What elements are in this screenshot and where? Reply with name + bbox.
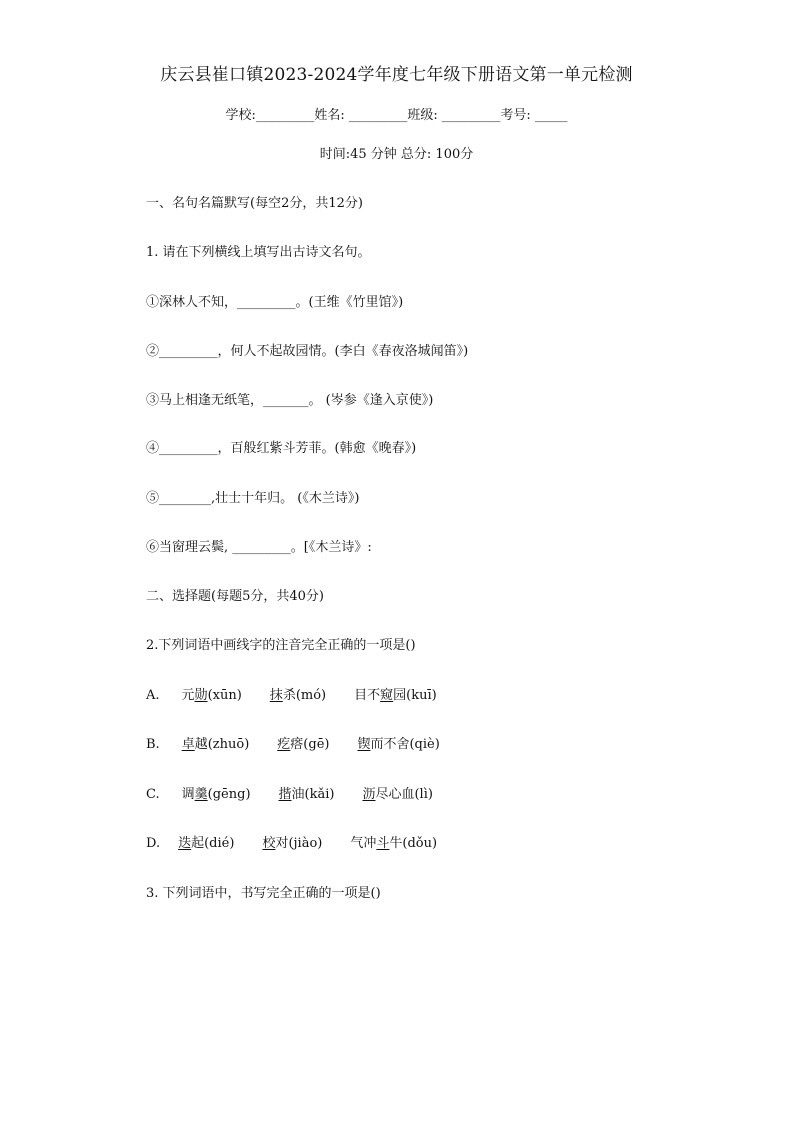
option-word: 锲而不舍(qiè) bbox=[357, 737, 440, 752]
option-letter: D. bbox=[146, 836, 161, 851]
option-word: 沥尽心血(lì) bbox=[362, 787, 433, 802]
option-a bbox=[146, 684, 437, 703]
fill-item-2: ②_________，何人不起故园情。(李白《春夜洛城闻笛》) bbox=[146, 344, 469, 359]
fill-item-1: ①深林人不知，_________。(王维《竹里馆》) bbox=[146, 295, 404, 310]
question-2: 2.下列词语中画线字的注音完全正确的一项是() bbox=[146, 638, 416, 653]
option-word: 揩油(kǎi) bbox=[278, 787, 335, 802]
option-word: 校对(jiào) bbox=[262, 836, 323, 851]
option-word: 元勋(xūn) bbox=[181, 688, 242, 703]
option-word: 目不窥园(kuī) bbox=[354, 688, 437, 703]
option-d bbox=[146, 832, 437, 851]
fill-item-4: ④_________，百般红紫斗芳菲。(韩愈《晚春》) bbox=[146, 441, 417, 456]
option-word: 抹杀(mó) bbox=[269, 688, 327, 703]
option-word: 气冲斗牛(dǒu) bbox=[350, 836, 438, 851]
option-word: 卓越(zhuō) bbox=[181, 737, 250, 752]
option-letter: C. bbox=[146, 787, 160, 802]
option-word: 迭起(dié) bbox=[178, 836, 235, 851]
fill-item-5: ⑤________,壮士十年归。 (《木兰诗》) bbox=[146, 491, 360, 506]
option-letter: B. bbox=[146, 737, 160, 752]
time-score-line: 时间:45 分钟 总分: 100分 bbox=[319, 147, 474, 162]
student-info-line: 学校:_________姓名: _________班级: _________考号: _____ bbox=[225, 108, 568, 123]
option-word: 疙瘩(gē) bbox=[277, 737, 330, 752]
option-b bbox=[146, 733, 440, 752]
fill-item-6: ⑥当窗理云鬓, _________。[《木兰诗》: bbox=[146, 540, 372, 555]
question-1: 1. 请在下列横线上填写出古诗文名句。 bbox=[146, 245, 371, 260]
option-word: 调羹(gēng) bbox=[181, 787, 251, 802]
option-c bbox=[146, 783, 433, 802]
section2-heading: 二、选择题(每题5分，共40分) bbox=[146, 589, 324, 604]
option-letter: A. bbox=[146, 688, 160, 703]
fill-item-3: ③马上相逢无纸笔，_______。 (岑参《逢入京使》) bbox=[146, 393, 434, 408]
section1-heading: 一、名句名篇默写(每空2分，共12分) bbox=[146, 196, 363, 211]
document-title: 庆云县崔口镇2023-2024学年度七年级下册语文第一单元检测 bbox=[160, 65, 633, 85]
question-3: 3. 下列词语中，书写完全正确的一项是() bbox=[146, 886, 381, 901]
